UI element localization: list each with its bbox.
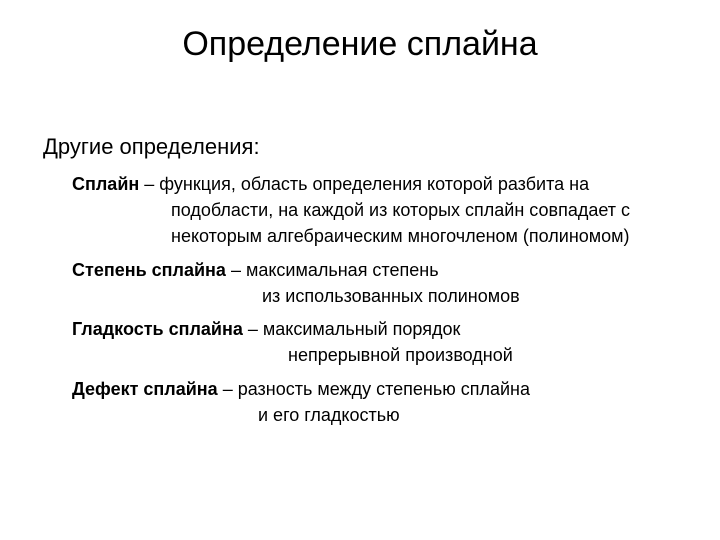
definition-dash: – [242,319,263,339]
definition-text-line: разность между степенью сплайна [237,379,530,399]
definition-dash: – [225,260,246,280]
definition-text-line: и его гладкостью [258,405,400,425]
definition-spline [72,171,630,249]
definition-text-line: из использованных полиномов [262,286,520,306]
definition-text-line: максимальный порядок [262,319,461,339]
slide-title: Определение сплайна [182,25,538,63]
definition-term: Степень сплайна [72,260,226,280]
section-heading: Другие определения: [43,134,260,159]
definition-term: Гладкость сплайна [72,319,243,339]
definition-term: Сплайн [72,174,140,194]
definition-spline-defect [72,376,530,428]
definition-dash: – [139,174,160,194]
definition-term: Дефект сплайна [72,379,218,399]
definition-text-line: непрерывной производной [288,345,513,365]
definition-spline-smoothness [72,316,513,368]
definition-dash: – [217,379,238,399]
definition-text-line: подобласти, на каждой из которых сплайн совпадает с [171,200,630,220]
definition-text-line: функция, область определения которой разбита на [159,174,590,194]
definition-text-line: некоторым алгебраическим многочленом (полиномом) [171,226,630,246]
definition-text-line: максимальная степень [245,260,439,280]
definition-spline-degree [72,257,520,309]
